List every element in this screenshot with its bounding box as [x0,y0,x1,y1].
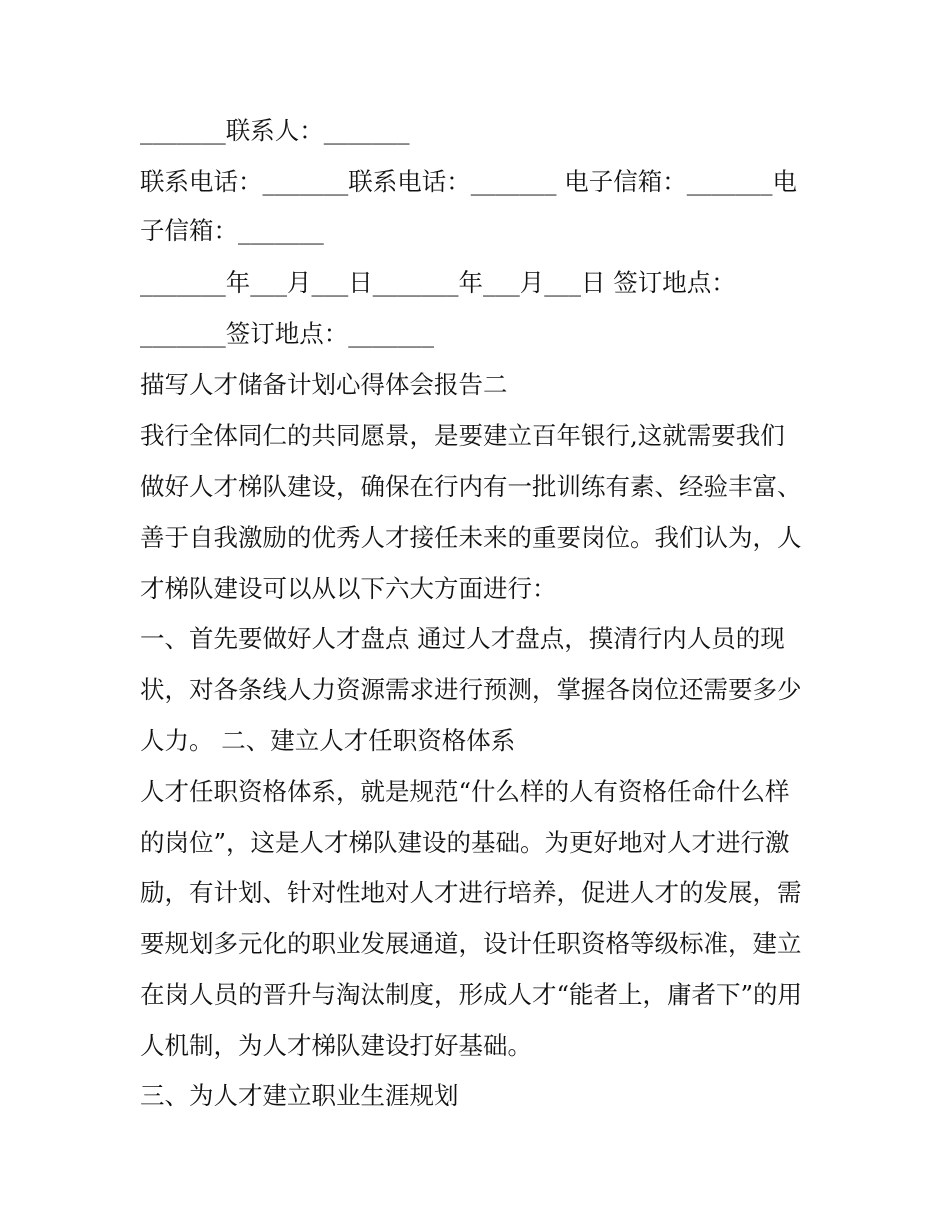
contact-person-line: _______联系人：_______ [140,116,410,145]
email-continuation-line: 子信箱：_______ [140,216,324,245]
paragraph-line: 我行全体同仁的共同愿景，是要建立百年银行,这就需要我们 [140,421,785,450]
paragraph-line: 做好人才梯队建设，确保在行内有一批训练有素、经验丰富、 [140,472,802,501]
paragraph-line: 励，有计划、针对性地对人才进行培养，促进人才的发展，需 [140,878,802,907]
paragraph-line: 要规划多元化的职业发展通道，设计任职资格等级标准，建立 [140,929,802,958]
paragraph-line: 在岗人员的晋升与淘汰制度，形成人才“能者上，庸者下”的用 [140,980,803,1009]
paragraph-line: 人才任职资格体系，就是规范“什么样的人有资格任命什么样 [140,777,790,806]
section-title: 描写人才储备计划心得体会报告二 [140,370,508,399]
paragraph-line: 善于自我激励的优秀人才接任未来的重要岗位。我们认为，人 [140,523,802,552]
paragraph-line: 才梯队建设可以从以下六大方面进行： [140,574,557,603]
paragraph-line: 人机制，为人才梯队建设打好基础。 [140,1031,532,1060]
contact-phone-line: 联系电话：_______联系电话：_______ 电子信箱：_______电 [140,167,798,196]
paragraph-line: 的岗位”，这是人才梯队建设的基础。为更好地对人才进行激 [140,828,790,857]
paragraph-line: 一、首先要做好人才盘点 通过人才盘点，摸清行内人员的现 [140,624,785,653]
signing-place-line: _______签订地点：_______ [140,319,434,348]
paragraph-line: 人力。 二、建立人才任职资格体系 [140,726,516,755]
subsection-heading: 三、为人才建立职业生涯规划 [140,1081,459,1110]
paragraph-line: 状，对各条线人力资源需求进行预测，掌握各岗位还需要多少 [140,675,802,704]
date-signing-place-line: _______年___月___日_______年___月___日 签订地点： [140,268,736,297]
